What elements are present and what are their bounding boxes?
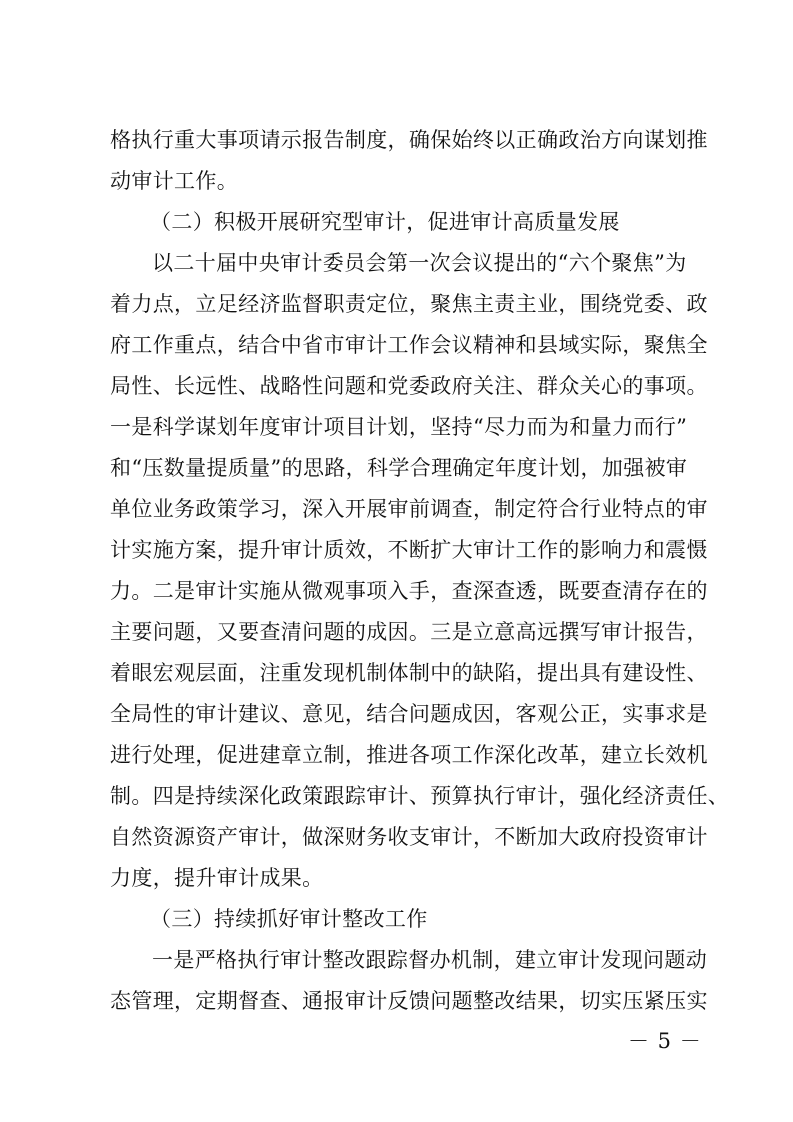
body-text-line: 格执行重大事项请示报告制度，确保始终以正确政治方向谋划推 <box>110 128 708 152</box>
body-text-line: 主要问题，又要查清问题的成因。三是立意高远撰写审计报告， <box>110 620 708 644</box>
body-text-line: 全局性的审计建议、意见，结合问题成因，客观公正，实事求是 <box>110 702 708 726</box>
body-text-line: 着眼宏观层面，注重发现机制体制中的缺陷，提出具有建设性、 <box>110 661 708 685</box>
body-text-line: 态管理，定期督查、通报审计反馈问题整改结果，切实压紧压实 <box>110 989 708 1013</box>
body-text-line: 制。四是持续深化政策跟踪审计、预算执行审计，强化经济责任、 <box>110 784 730 808</box>
paragraph-first-line: 一是严格执行审计整改跟踪督办机制，建立审计发现问题动 <box>152 948 708 972</box>
body-text-line: 一是科学谋划年度审计项目计划，坚持“尽力而为和量力而行” <box>110 415 688 439</box>
body-text-line: 计实施方案，提升审计质效，不断扩大审计工作的影响力和震慑 <box>110 538 708 562</box>
paragraph-first-line: 以二十届中央审计委员会第一次会议提出的“六个聚焦”为 <box>152 251 687 275</box>
body-text-line: 动审计工作。 <box>110 169 239 193</box>
body-text-line: 进行处理，促进建章立制，推进各项工作深化改革，建立长效机 <box>110 743 708 767</box>
body-text-line: 府工作重点，结合中省市审计工作会议精神和县域实际，聚焦全 <box>110 333 708 357</box>
body-text-line: 单位业务政策学习，深入开展审前调查，制定符合行业特点的审 <box>110 497 708 521</box>
body-text-line: 局性、长远性、战略性问题和党委政府关注、群众关心的事项。 <box>110 374 708 398</box>
body-text-line: 力。二是审计实施从微观事项入手，查深查透，既要查清存在的 <box>110 579 708 603</box>
page-number: － 5 － <box>628 1029 702 1053</box>
body-text-line: 自然资源资产审计，做深财务收支审计，不断加大政府投资审计 <box>110 825 708 849</box>
body-text-line: 力度，提升审计成果。 <box>110 866 324 890</box>
body-text-line: 着力点，立足经济监督职责定位，聚焦主责主业，围绕党委、政 <box>110 292 708 316</box>
body-text-line: 和“压数量提质量”的思路，科学合理确定年度计划，加强被审 <box>110 456 688 480</box>
section-heading: （三）持续抓好审计整改工作 <box>150 907 428 931</box>
section-heading: （二）积极开展研究型审计，促进审计高质量发展 <box>150 210 620 234</box>
